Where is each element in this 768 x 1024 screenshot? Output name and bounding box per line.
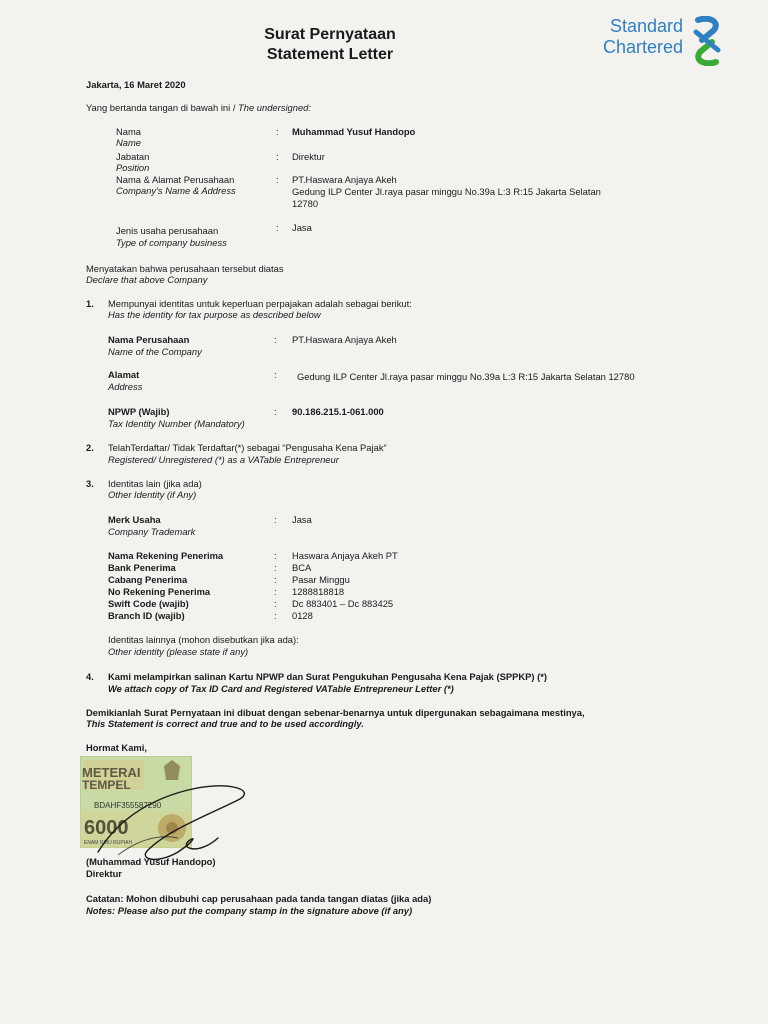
position-label: Jabatan	[116, 151, 150, 162]
regards: Hormat Kami,	[86, 742, 147, 753]
svg-text:TEMPEL: TEMPEL	[82, 778, 131, 792]
section-number: 3.	[86, 478, 94, 489]
colon: :	[274, 369, 277, 380]
section2-heading: TelahTerdaftar/ Tidak Terdaftar(*) sebagai “Pengusaha Kena Pajak”	[108, 442, 387, 453]
company-label-en: Company's Name & Address	[116, 185, 236, 196]
section-number: 4.	[86, 671, 94, 682]
svg-text:METERAI: METERAI	[82, 765, 141, 780]
colon: :	[276, 151, 279, 162]
closing-statement-en: This Statement is correct and true and to be used accordingly.	[86, 718, 364, 729]
title-indonesian: Surat Pernyataan	[264, 26, 396, 43]
colon: :	[276, 174, 279, 185]
company-value: PT.Haswara Anjaya Akeh	[292, 174, 397, 185]
bank-row-value: Pasar Minggu	[292, 574, 350, 585]
svg-text:6000: 6000	[84, 817, 129, 839]
colon: :	[274, 550, 277, 561]
section4-heading-en: We attach copy of Tax ID Card and Registered VATable Entrepreneur Letter (*)	[108, 683, 454, 694]
standard-chartered-logo	[588, 16, 738, 66]
address-label-en: Address	[108, 381, 143, 392]
handwritten-signature	[78, 760, 248, 870]
svg-text:ENAM RIBU RUPIAH: ENAM RIBU RUPIAH	[84, 840, 133, 846]
section-number: 2.	[86, 442, 94, 453]
bank-row-label: Bank Penerima	[108, 562, 176, 573]
address-value: Gedung ILP Center Jl.raya pasar minggu No.39a L:3 R:15 Jakarta Selatan 12780	[297, 371, 635, 382]
logo-swirl-icon	[688, 16, 726, 66]
other-identity-label-en: Other identity (please state if any)	[108, 646, 249, 657]
bank-row-value: Dc 883401 – Dc 883425	[292, 598, 394, 609]
trademark-value: Jasa	[292, 514, 312, 525]
signatory-title: Direktur	[86, 868, 122, 879]
section1-heading-en: Has the identity for tax purpose as described below	[108, 309, 321, 320]
declare-line-en: Declare that above Company	[86, 274, 208, 285]
bank-row-value: 0128	[292, 610, 313, 621]
date-line: Jakarta, 16 Maret 2020	[86, 79, 186, 90]
section3-heading-en: Other Identity (if Any)	[108, 489, 197, 500]
colon: :	[274, 598, 277, 609]
other-identity-label: Identitas lainnya (mohon disebutkan jika ada):	[108, 634, 299, 645]
address-label: Alamat	[108, 369, 140, 380]
colon: :	[274, 334, 277, 345]
colon: :	[274, 406, 277, 417]
company-label: Nama & Alamat Perusahaan	[116, 174, 235, 185]
name-label: Nama	[116, 126, 142, 137]
colon: :	[276, 126, 279, 137]
position-label-en: Position	[116, 162, 150, 173]
company-postcode: 12780	[292, 198, 319, 209]
colon: :	[274, 586, 277, 597]
bank-row-label: Swift Code (wajib)	[108, 598, 189, 609]
trademark-label: Merk Usaha	[108, 514, 161, 525]
business-label: Jenis usaha perusahaan	[116, 225, 219, 236]
declare-line: Menyatakan bahwa perusahaan tersebut diatas	[86, 263, 284, 274]
bank-row-label: Nama Rekening Penerima	[108, 550, 224, 561]
signatory-name: (Muhammad Yusuf Handopo)	[86, 856, 216, 867]
colon: :	[274, 562, 277, 573]
section4-heading: Kami melampirkan salinan Kartu NPWP dan Surat Pengukuhan Pengusaha Kena Pajak (SPPKP) (*)	[108, 671, 548, 682]
name-value: Muhammad Yusuf Handopo	[292, 126, 416, 137]
company-name-label: Nama Perusahaan	[108, 334, 190, 345]
company-address: Gedung ILP Center Jl.raya pasar minggu No.39a L:3 R:15 Jakarta Selatan	[292, 186, 601, 197]
logo-wordmark: Standard Chartered	[602, 16, 683, 57]
company-name-label-en: Name of the Company	[108, 346, 202, 357]
bank-row-label: Branch ID (wajib)	[108, 610, 185, 621]
section-number: 1.	[86, 298, 94, 309]
npwp-label: NPWP (Wajib)	[108, 406, 170, 417]
section3-heading: Identitas lain (jika ada)	[108, 478, 202, 489]
section2-heading-en: Registered/ Unregistered (*) as a VATable Entrepreneur	[108, 454, 339, 465]
colon: :	[274, 610, 277, 621]
bank-row-value: BCA	[292, 562, 312, 573]
name-label-en: Name	[116, 137, 142, 148]
note-line: Catatan: Mohon dibubuhi cap perusahaan pada tanda tangan diatas (jika ada)	[86, 893, 432, 904]
npwp-label-en: Tax Identity Number (Mandatory)	[108, 418, 245, 429]
bank-row-label: No Rekening Penerima	[108, 586, 211, 597]
title-english: Statement Letter	[266, 46, 394, 63]
bank-row-label: Cabang Penerima	[108, 574, 188, 585]
note-line-en: Notes: Please also put the company stamp in the signature above (if any)	[86, 905, 413, 916]
position-value: Direktur	[292, 151, 325, 162]
bank-row-value: 1288818818	[292, 586, 345, 597]
company-name-value: PT.Haswara Anjaya Akeh	[292, 334, 397, 345]
npwp-value: 90.186.215.1-061.000	[292, 406, 384, 417]
trademark-label-en: Company Trademark	[108, 526, 196, 537]
section1-heading: Mempunyai identitas untuk keperluan perpajakan adalah sebagai berikut:	[108, 298, 412, 309]
business-value: Jasa	[292, 222, 312, 233]
closing-statement: Demikianlah Surat Pernyataan ini dibuat dengan sebenar-benarnya untuk dipergunakan sebagaimana mestinya,	[86, 707, 585, 718]
svg-text:BDAHF355587290: BDAHF355587290	[94, 801, 162, 810]
undersigned-line: Yang bertanda tangan di bawah ini / The undersigned:	[86, 102, 311, 113]
colon: :	[274, 574, 277, 585]
business-label-en: Type of company business	[116, 237, 227, 248]
colon: :	[276, 222, 279, 233]
colon: :	[274, 514, 277, 525]
bank-row-value: Haswara Anjaya Akeh PT	[292, 550, 398, 561]
